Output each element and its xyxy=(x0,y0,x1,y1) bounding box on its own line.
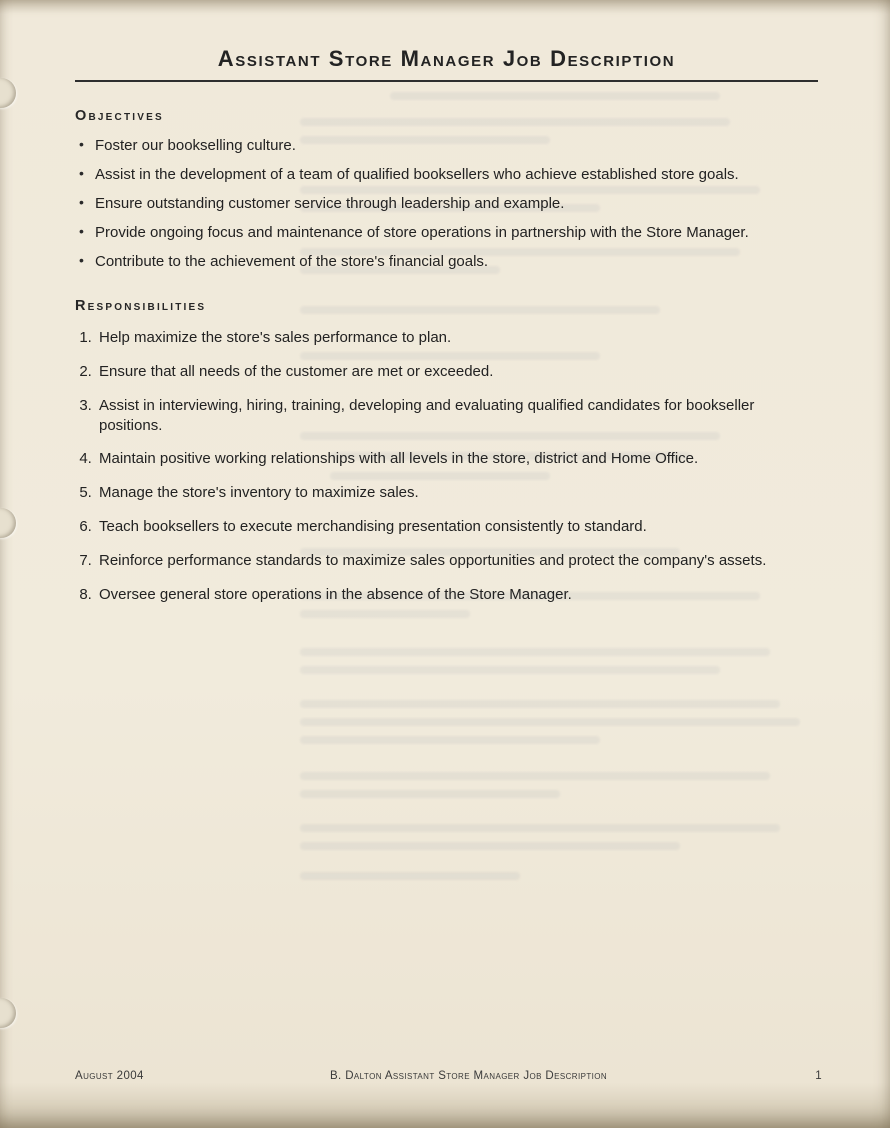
section-objectives xyxy=(75,108,818,272)
list-item: • Assist in the development of a team of qualified booksellers who achieve established store goals. xyxy=(77,165,818,185)
title-underline xyxy=(75,80,818,82)
list-item: • Contribute to the achievement of the store's financial goals. xyxy=(77,252,818,272)
list-item: • Ensure outstanding customer service through leadership and example. xyxy=(77,194,818,214)
responsibilities-list xyxy=(75,328,818,605)
page-title: Assistant Store Manager Job Description xyxy=(217,46,676,71)
list-item: • Provide ongoing focus and maintenance of store operations in partnership with the Store Manager. xyxy=(77,223,818,243)
document-body xyxy=(75,0,818,619)
footer-date: August 2004 xyxy=(75,1070,144,1082)
list-item: • Foster our bookselling culture. xyxy=(77,136,818,156)
objectives-list xyxy=(75,136,818,272)
list-item: 7. Reinforce performance standards to maximize sales opportunities and protect the company's assets. xyxy=(96,551,818,571)
list-item: 1. Help maximize the store's sales performance to plan. xyxy=(96,328,818,348)
section-responsibilities xyxy=(75,298,818,605)
list-item: 4. Maintain positive working relationships with all levels in the store, district and Home Office. xyxy=(96,449,818,469)
punch-hole-artifact xyxy=(0,508,16,538)
footer-page-number: 1 xyxy=(815,1070,822,1082)
responsibilities-heading: Responsibilities xyxy=(75,297,207,314)
list-item: 5. Manage the store's inventory to maximize sales. xyxy=(96,483,818,503)
list-item: 8. Oversee general store operations in the absence of the Store Manager. xyxy=(96,585,818,605)
punch-hole-artifact xyxy=(0,78,16,108)
list-item: 2. Ensure that all needs of the customer are met or exceeded. xyxy=(96,362,818,382)
punch-hole-artifact xyxy=(0,998,16,1028)
objectives-heading: Objectives xyxy=(75,108,164,124)
page-footer xyxy=(75,1070,828,1082)
list-item: 3. Assist in interviewing, hiring, training, developing and evaluating qualified candidates for bookseller positions. xyxy=(96,396,818,436)
list-item: 6. Teach booksellers to execute merchandising presentation consistently to standard. xyxy=(96,517,818,537)
footer-doc-title: B. Dalton Assistant Store Manager Job Description xyxy=(329,1070,608,1082)
